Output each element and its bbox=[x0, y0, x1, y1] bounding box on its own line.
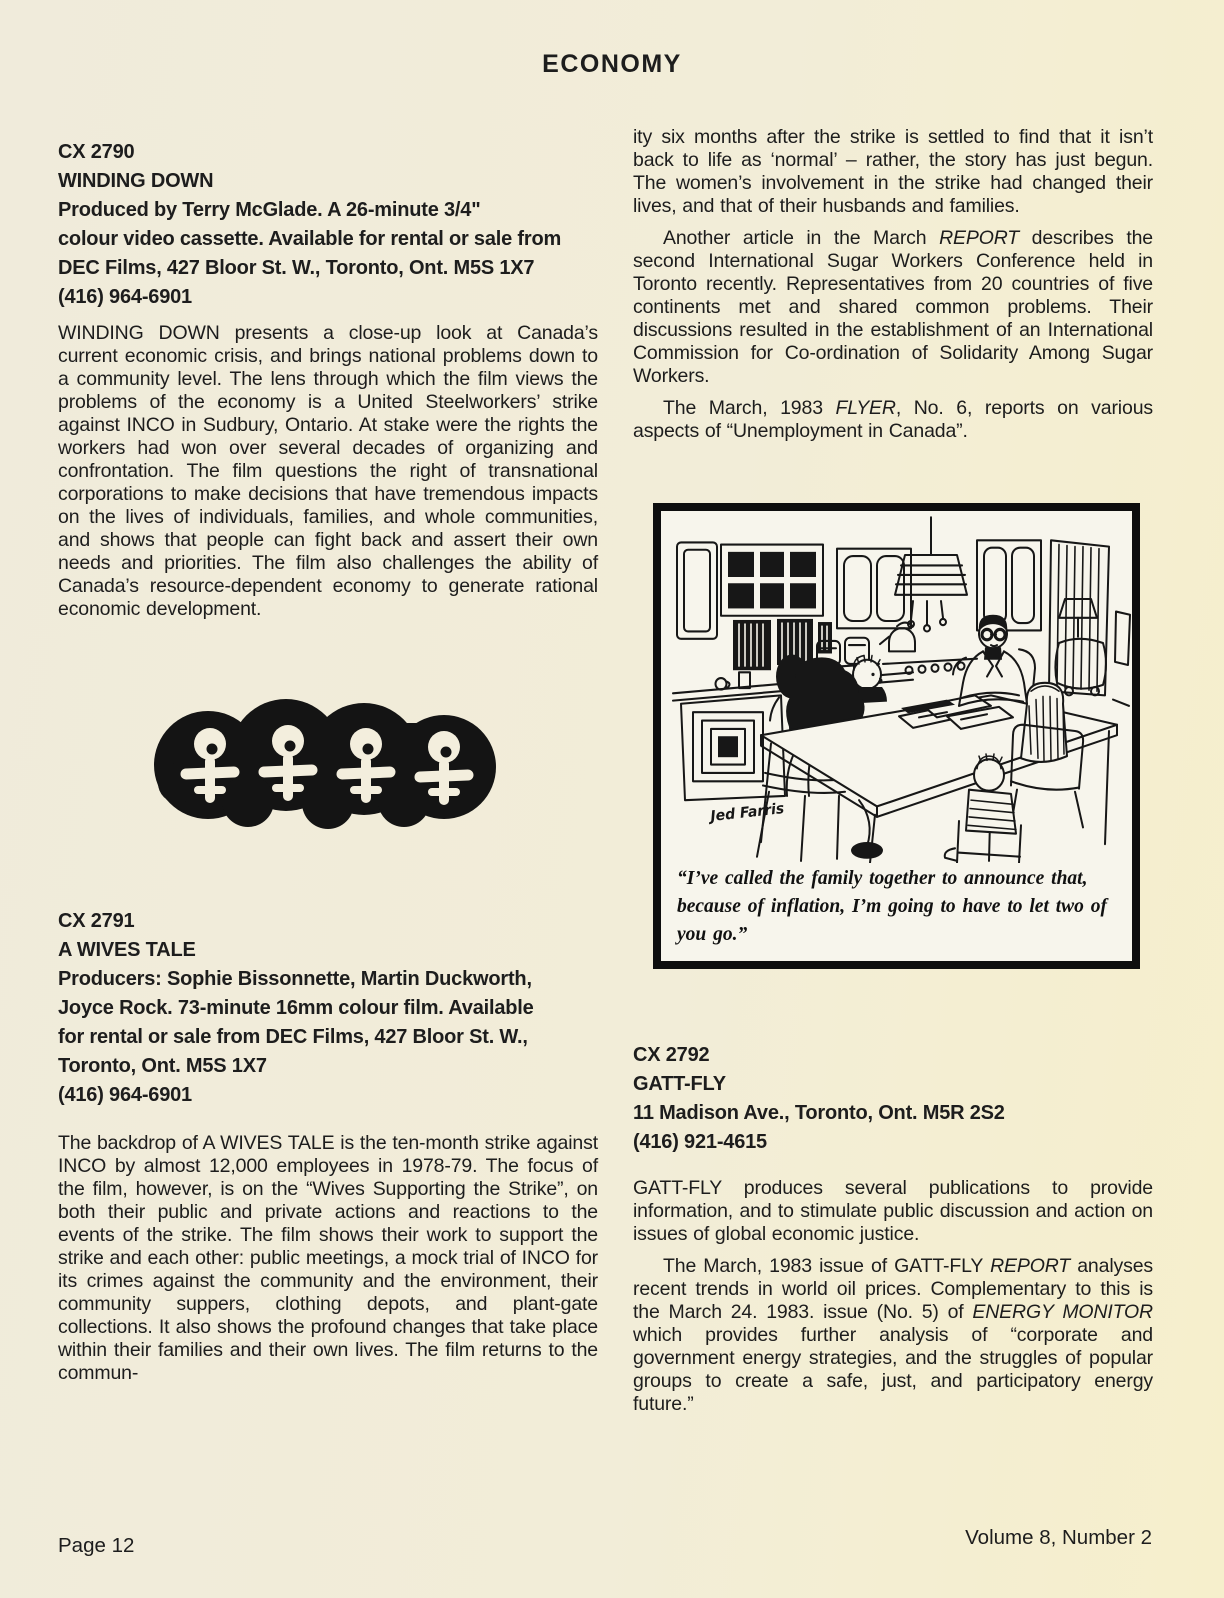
paragraph-text: Another article in the March bbox=[663, 227, 940, 249]
entry-code: CX 2791 bbox=[58, 910, 135, 932]
publication-name: REPORT bbox=[990, 1255, 1071, 1277]
entry-description: GATT-FLY produces several publications to provide information, and to stimulate public discussion and action on issues of global economic justice. bbox=[633, 1177, 1153, 1245]
entry-title: WINDING DOWN bbox=[58, 170, 214, 192]
left-column bbox=[58, 122, 598, 1385]
footer-volume: Volume 8, Number 2 bbox=[965, 1526, 1152, 1549]
credit-line: (416) 964-6901 bbox=[58, 286, 192, 308]
article-paragraph bbox=[633, 227, 1153, 388]
paragraph-text: describes the second International Sugar Workers Conference held in Toronto recently. Representatives from 20 countries of five continents met and shared common problems. Their discussions resulted in the establishment of an International Commission for Co-ordination of Solidarity Among Sugar Workers. bbox=[633, 227, 1153, 387]
entry-title: A WIVES TALE bbox=[58, 939, 196, 961]
footer-page-number: Page 12 bbox=[58, 1534, 135, 1557]
paragraph-text: analyses recent trends in world oil prices. Complementary to this is the March 24. 1983. issue (No. 5) of bbox=[633, 1255, 1154, 1323]
entry-description bbox=[633, 1255, 1153, 1416]
credit-line: DEC Films, 427 Bloor St. W., Toronto, Ont. M5S 1X7 bbox=[58, 257, 535, 279]
entry-code: CX 2792 bbox=[633, 1044, 710, 1066]
credit-line: Toronto, Ont. M5S 1X7 bbox=[58, 1055, 267, 1077]
entry-title: GATT-FLY bbox=[633, 1073, 726, 1095]
entry-cx2792 bbox=[633, 1041, 1153, 1157]
four-women-symbols-logo bbox=[146, 695, 510, 835]
entry-description: The backdrop of A WIVES TALE is the ten-month strike against INCO by almost 12,000 employees in 1978-79. The focus of the film, however, is on the “Wives Supporting the Strike”, on both their public and private actions and reactions to the events of the strike. The film shows their work to support the strike and each other: public meetings, a mock trial of INCO for its crimes against the community and the environment, their community suppers, clothing depots, and plant-gate collections. It also shows the profound changes that take place within their families and their own lives. The film returns to the commun- bbox=[58, 1132, 598, 1384]
entry-code: CX 2790 bbox=[58, 141, 135, 163]
credit-line: (416) 921-4615 bbox=[633, 1131, 767, 1153]
entry-description: WINDING DOWN presents a close-up look at Canada’s current economic crisis, and brings national problems down to a community level. The lens through which the film views the problems of the economy is a United Steelworkers’ strike against INCO in Sudbury, Ontario. At stake were the rights the workers had won over several decades of organizing and confrontation. The film questions the right of transnational corporations to make decisions that have tremendous impacts on the lives of individuals, families, and whole communities, and shows that people can fight back and assert their own needs and priorities. The film also challenges the ability of Canada’s resource-dependent economy to generate rational economic development. bbox=[58, 322, 598, 620]
publication-name: REPORT bbox=[939, 227, 1020, 249]
paragraph-text: which provides further analysis of “corporate and government energy strategies, and the struggles of popular groups to create a safe, just, and participatory energy future.” bbox=[633, 1324, 1153, 1415]
editorial-cartoon-drawing bbox=[661, 511, 1132, 863]
credit-line: (416) 964-6901 bbox=[58, 1084, 192, 1106]
publication-name: ENERGY MONITOR bbox=[972, 1301, 1153, 1323]
publication-name: FLYER bbox=[835, 397, 896, 419]
editorial-cartoon bbox=[653, 503, 1140, 969]
paragraph-text: , No. 6, reports on various aspects of “Unemployment in Canada”. bbox=[633, 397, 1153, 442]
article-paragraph bbox=[633, 397, 1153, 443]
credit-line: Joyce Rock. 73-minute 16mm colour film. Available bbox=[58, 997, 534, 1019]
page-section-title: ECONOMY bbox=[542, 50, 682, 78]
credit-line: Producers: Sophie Bissonnette, Martin Duckworth, bbox=[58, 968, 532, 990]
cartoon-signature: Jed Farris bbox=[709, 800, 785, 826]
paragraph-text: The March, 1983 issue of GATT-FLY bbox=[663, 1255, 991, 1277]
credit-line: Produced by Terry McGlade. A 26-minute 3/4" bbox=[58, 199, 481, 221]
credit-line: 11 Madison Ave., Toronto, Ont. M5R 2S2 bbox=[633, 1102, 1005, 1124]
right-column bbox=[633, 122, 1153, 1416]
entry-cx2790 bbox=[58, 138, 598, 312]
women-logo-icon bbox=[146, 695, 510, 835]
article-paragraph: ity six months after the strike is settled to find that it isn’t back to life as ‘normal’ – rather, the story has just begun. The women’s involvement in the strike had changed their lives, and that of their husbands and families. bbox=[633, 126, 1153, 217]
paragraph-text: The March, 1983 bbox=[663, 397, 836, 419]
credit-line: for rental or sale from DEC Films, 427 Bloor St. W., bbox=[58, 1026, 528, 1048]
entry-cx2791 bbox=[58, 907, 598, 1110]
cartoon-caption: “I’ve called the family together to announce that, because of inflation, I’m going to have to let two of you go.” bbox=[677, 868, 1108, 945]
credit-line: colour video cassette. Available for rental or sale from bbox=[58, 228, 562, 250]
